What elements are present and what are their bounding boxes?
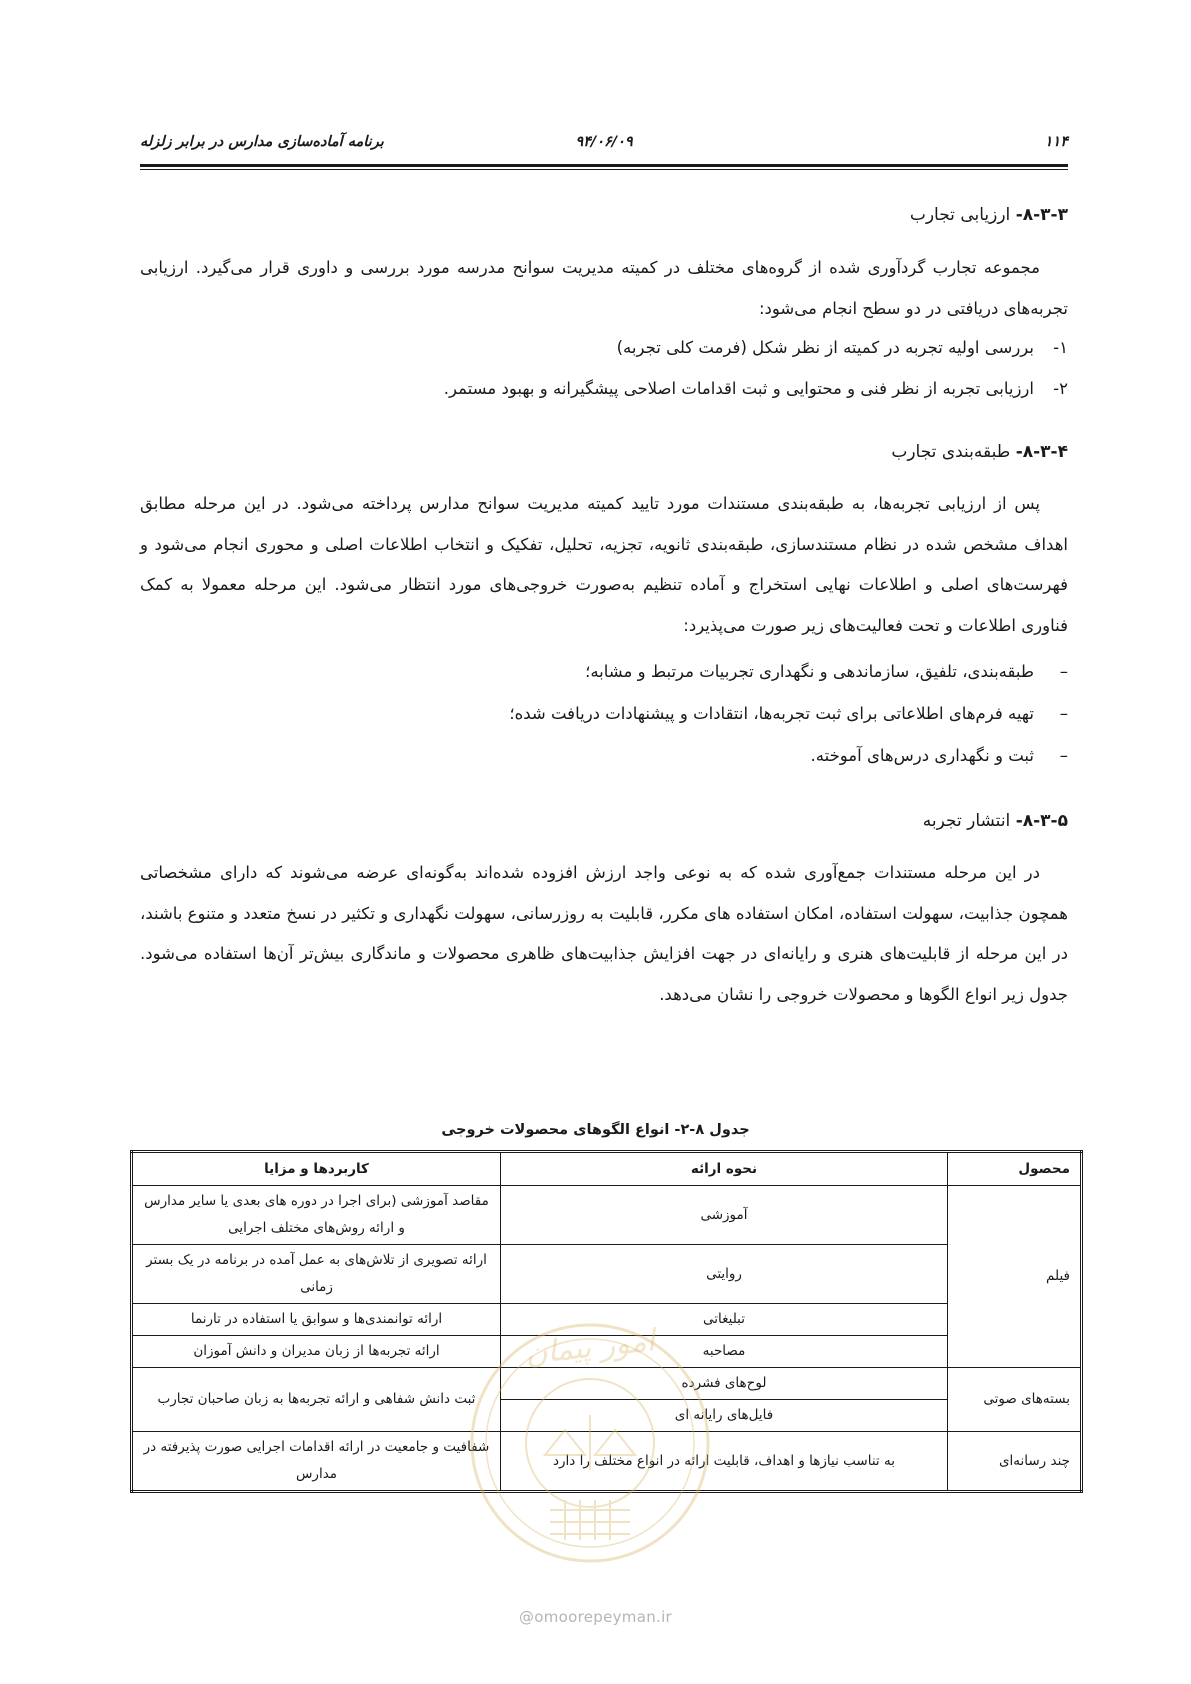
- method-cell: لوح‌های فشرده: [501, 1368, 948, 1400]
- use-cell: ارائه تصویری از تلاش‌های به عمل آمده در برنامه در یک بستر زمانی: [132, 1245, 501, 1304]
- header-rule-thin: [140, 169, 1068, 170]
- section-title: انتشار تجربه: [922, 811, 1011, 831]
- method-cell: فایل‌های رایانه ای: [501, 1400, 948, 1432]
- section-title: طبقه‌بندی تجارب: [891, 442, 1011, 462]
- list-item: [811, 746, 1068, 765]
- header-rule: [140, 164, 1068, 167]
- header-date: ۹۴/۰۶/۰۹: [575, 134, 633, 150]
- table-row: [132, 1186, 1082, 1245]
- header-title: برنامه آماده‌سازی مدارس در برابر زلزله: [140, 134, 384, 150]
- column-header-use: کاربردها و مزایا: [132, 1152, 501, 1186]
- section-heading-evaluation: [910, 205, 1068, 225]
- use-cell: شفافیت و جامعیت در ارائه اقدامات اجرایی صورت پذیرفته در مدارس: [132, 1432, 501, 1492]
- use-cell: ارائه تجربه‌ها از زبان مدیران و دانش آموزان: [132, 1336, 501, 1368]
- column-header-method: نحوه ارائه: [501, 1152, 948, 1186]
- section-number: ۸-۳-۴-: [1015, 442, 1068, 462]
- section-heading-dissemination: [923, 811, 1068, 831]
- method-cell: تبلیغاتی: [501, 1304, 948, 1336]
- product-cell: بسته‌های صوتی: [948, 1368, 1082, 1432]
- list-item: [509, 704, 1068, 723]
- use-cell: ارائه توانمندی‌ها و سوابق یا استفاده در تارنما: [132, 1304, 501, 1336]
- section-number: ۸-۳-۳-: [1015, 205, 1068, 225]
- list-item: [617, 338, 1068, 357]
- section-heading-classification: [891, 442, 1068, 462]
- list-item-text: ثبت و نگهداری درس‌های آموخته.: [810, 746, 1034, 765]
- page-number: ۱۱۴: [1044, 134, 1068, 150]
- product-cell: چند رسانه‌ای: [948, 1432, 1082, 1492]
- running-header: [140, 124, 1068, 164]
- list-item: [444, 379, 1068, 398]
- list-item-text: ارزیابی تجربه از نظر فنی و محتوایی و ثبت اقدامات اصلاحی پیشگیرانه و بهبود مستمر.: [443, 379, 1034, 398]
- use-cell: مقاصد آموزشی (برای اجرا در دوره های بعدی یا سایر مدارس و ارائه روش‌های مختلف اجرایی: [132, 1186, 501, 1245]
- list-marker: ۱-: [1053, 338, 1068, 357]
- method-cell: به تناسب نیازها و اهداف، قابلیت ارائه در انواع مختلف را دارد: [501, 1432, 948, 1492]
- section-paragraph: در این مرحله مستندات جمع‌آوری شده که به نوعی واجد ارزش افزوده شده‌اند به‌گونه‌ای عرضه می‌شوند که دارای مشخصاتی همچون جذابیت، سهولت استفاده، امکان استفاده های مکرر، قابلیت به روزرسانی، سهولت نگهداری و تکثیر در نسخ متعدد و متنوع باشند، در این مرحله از قابلیت‌های هنری و رایانه‌ای در جهت افزایش جذابیت‌های ظاهری محصولات و ماندگاری بیش‌تر آن‌ها استفاده می‌شود. جدول زیر انواع الگوها و محصولات خروجی را نشان می‌دهد.: [140, 863, 1068, 1004]
- table-header-row: [132, 1152, 1082, 1186]
- list-item-text: بررسی اولیه تجربه در کمیته از نظر شکل (فرمت کلی تجربه): [616, 338, 1034, 357]
- method-cell: آموزشی: [501, 1186, 948, 1245]
- table-row: [132, 1245, 1082, 1304]
- list-item: [585, 662, 1068, 681]
- list-item-text: تهیه فرم‌های اطلاعاتی برای ثبت تجربه‌ها، انتقادات و پیشنهادات دریافت شده؛: [509, 704, 1034, 723]
- list-marker: –: [1059, 662, 1068, 681]
- method-cell: روایتی: [501, 1245, 948, 1304]
- list-marker: –: [1059, 704, 1068, 723]
- section-paragraph: مجموعه تجارب گردآوری شده از گروه‌های مختلف در کمیته مدیریت سوانح مدرسه مورد بررسی و داوری قرار می‌گیرد. ارزیابی تجربه‌های دریافتی در دو سطح انجام می‌شود:: [140, 258, 1068, 318]
- list-marker: ۲-: [1053, 379, 1068, 398]
- section-title: ارزیابی تجارب: [909, 205, 1011, 225]
- output-products-table: [130, 1150, 1083, 1493]
- product-cell: فیلم: [948, 1186, 1082, 1368]
- method-cell: مصاحبه: [501, 1336, 948, 1368]
- list-item-text: طبقه‌بندی، تلفیق، سازماندهی و نگهداری تجربیات مرتبط و مشابه؛: [585, 662, 1034, 681]
- watermark-url: @omoorepeyman.ir: [518, 1608, 673, 1626]
- table-caption: جدول ۸-۲- انواع الگوهای محصولات خروجی: [441, 1122, 750, 1138]
- list-marker: –: [1059, 746, 1068, 765]
- watermark-seal-text: امور پیمان: [523, 1323, 657, 1372]
- section-paragraph: پس از ارزیابی تجربه‌ها، به طبقه‌بندی مستندات مورد تایید کمیته مدیریت سوانح مدارس پرداخته می‌شود. در این مرحله مطابق اهداف مشخص شده در نظام مستندسازی، طبقه‌بندی ثانویه، تجزیه، تحلیل، تفکیک و انتخاب اطلاعات اصلی و محوری انجام می‌شود و فهرست‌های اصلی و اطلاعات نهایی استخراج و آماده تنظیم به‌صورت خروجی‌های مورد انتظار می‌شود. این مرحله معمولا به کمک فناوری اطلاعات و تحت فعالیت‌های زیر صورت می‌پذیرد:: [140, 494, 1068, 635]
- use-cell: ثبت دانش شفاهی و ارائه تجربه‌ها به زبان صاحبان تجارب: [132, 1368, 501, 1432]
- table-row: [132, 1368, 1082, 1400]
- section-number: ۸-۳-۵-: [1015, 811, 1068, 831]
- table-row: [132, 1432, 1082, 1492]
- column-header-product: محصول: [948, 1152, 1082, 1186]
